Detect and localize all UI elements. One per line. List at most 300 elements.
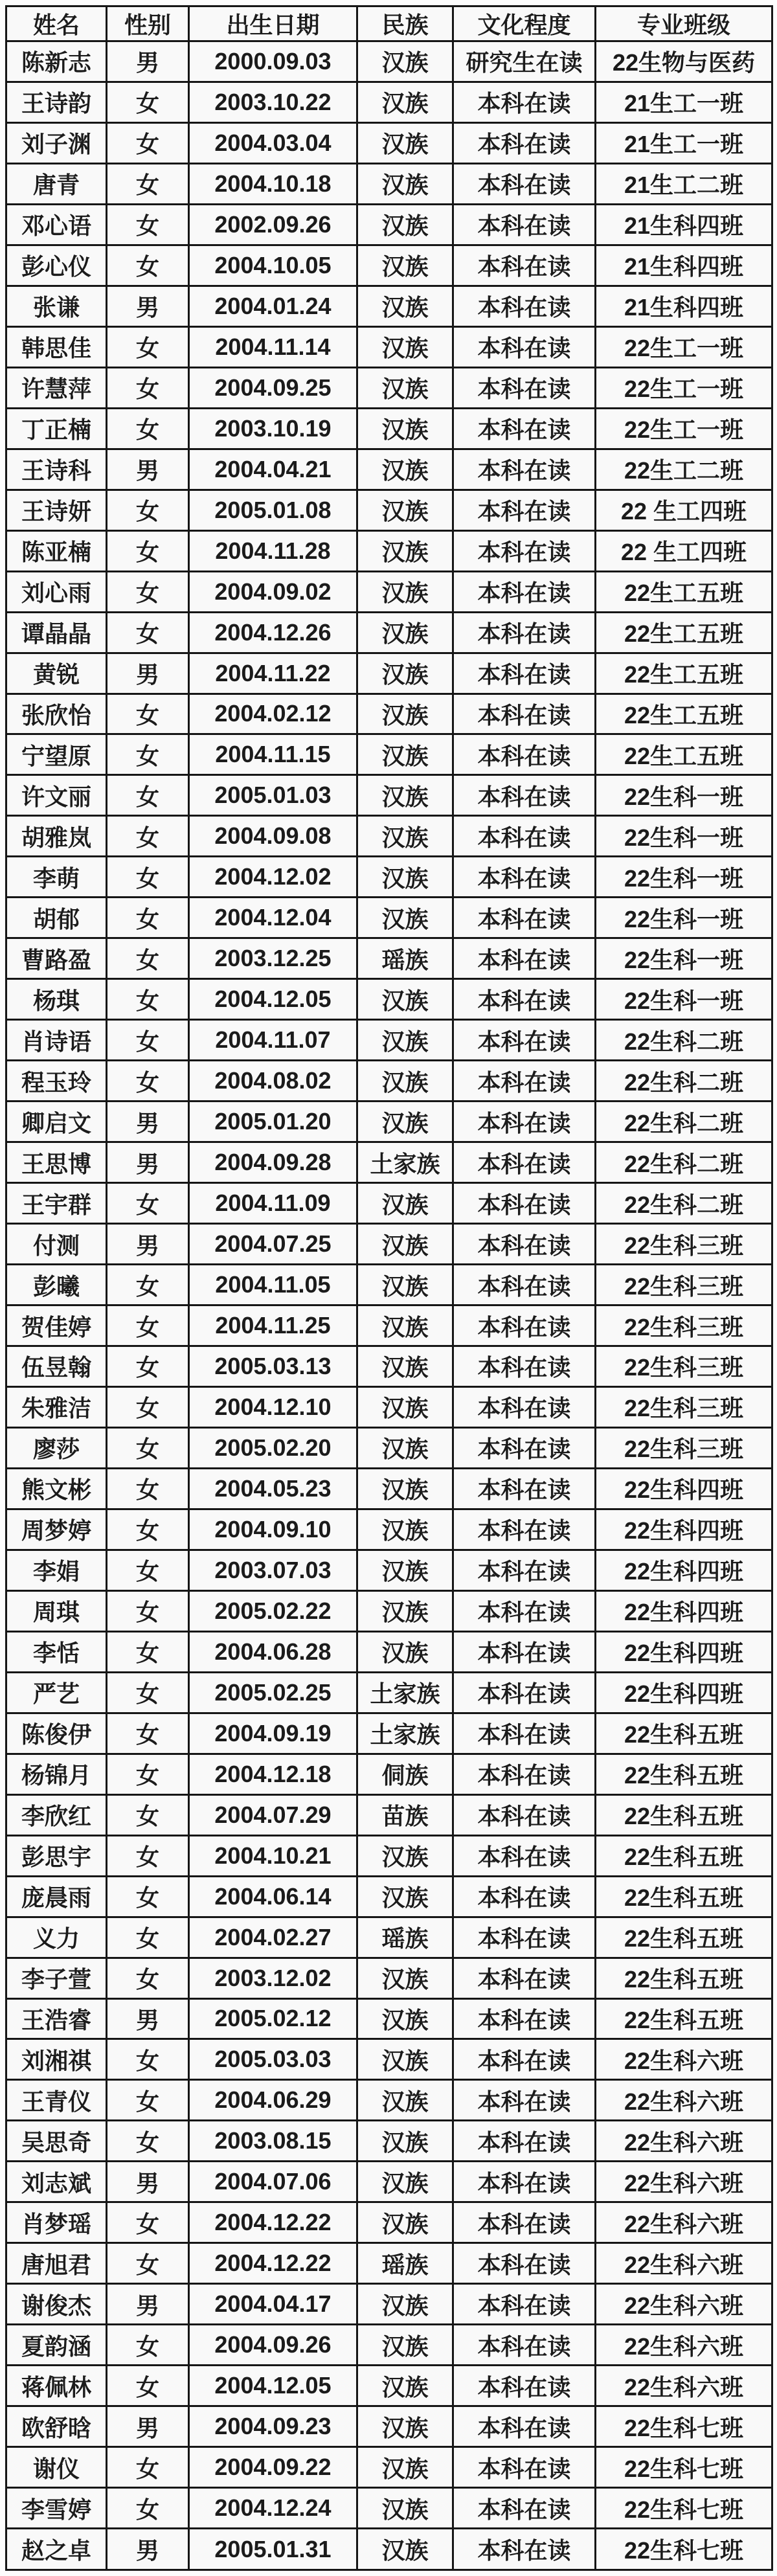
cell-gender: 女 xyxy=(107,530,189,571)
cell-birth-date: 2004.12.02 xyxy=(189,857,357,898)
table-row xyxy=(6,1224,772,1265)
cell-birth-date: 2004.07.25 xyxy=(189,1224,357,1265)
table-row xyxy=(6,2080,772,2121)
cell-education-level: 本科在读 xyxy=(453,1224,596,1265)
cell-education-level: 本科在读 xyxy=(453,1427,596,1468)
cell-major-class: 22生科六班 xyxy=(596,2080,772,2121)
cell-ethnicity: 汉族 xyxy=(357,490,453,530)
cell-name: 杨锦月 xyxy=(6,1754,107,1794)
cell-ethnicity: 汉族 xyxy=(357,1590,453,1631)
cell-gender: 男 xyxy=(107,2284,189,2325)
cell-education-level: 本科在读 xyxy=(453,1020,596,1061)
table-row xyxy=(6,734,772,775)
student-roster-table xyxy=(5,5,773,2571)
cell-gender: 女 xyxy=(107,857,189,898)
cell-major-class: 22生工五班 xyxy=(596,734,772,775)
cell-education-level: 本科在读 xyxy=(453,1713,596,1754)
header-row xyxy=(6,6,772,41)
table-row xyxy=(6,1917,772,1958)
cell-birth-date: 2004.09.08 xyxy=(189,816,357,857)
cell-birth-date: 2003.10.22 xyxy=(189,82,357,122)
cell-major-class: 22生工五班 xyxy=(596,612,772,653)
table-header xyxy=(6,6,772,41)
cell-ethnicity: 汉族 xyxy=(357,612,453,653)
cell-education-level: 本科在读 xyxy=(453,2243,596,2284)
cell-gender: 女 xyxy=(107,1386,189,1427)
cell-gender: 女 xyxy=(107,1183,189,1224)
cell-ethnicity: 汉族 xyxy=(357,163,453,204)
cell-education-level: 本科在读 xyxy=(453,1061,596,1102)
cell-ethnicity: 汉族 xyxy=(357,2121,453,2162)
cell-birth-date: 2004.09.19 xyxy=(189,1713,357,1754)
cell-name: 熊文彬 xyxy=(6,1468,107,1509)
cell-name: 刘子渊 xyxy=(6,122,107,163)
cell-ethnicity: 汉族 xyxy=(357,694,453,734)
cell-gender: 男 xyxy=(107,1224,189,1265)
cell-birth-date: 2005.01.08 xyxy=(189,490,357,530)
cell-gender: 女 xyxy=(107,1305,189,1346)
cell-education-level: 本科在读 xyxy=(453,367,596,408)
cell-gender: 女 xyxy=(107,2121,189,2162)
col-header-major-class: 专业班级 xyxy=(596,6,772,41)
cell-education-level: 本科在读 xyxy=(453,816,596,857)
table-row xyxy=(6,653,772,694)
cell-name: 蒋佩林 xyxy=(6,2366,107,2406)
cell-ethnicity: 汉族 xyxy=(357,2529,453,2570)
cell-major-class: 22生科五班 xyxy=(596,1958,772,1998)
cell-birth-date: 2003.12.25 xyxy=(189,938,357,979)
cell-education-level: 本科在读 xyxy=(453,1305,596,1346)
cell-birth-date: 2004.11.09 xyxy=(189,1183,357,1224)
cell-birth-date: 2003.10.19 xyxy=(189,408,357,449)
cell-education-level: 本科在读 xyxy=(453,1917,596,1958)
cell-name: 曹路盈 xyxy=(6,938,107,979)
cell-ethnicity: 苗族 xyxy=(357,1794,453,1835)
cell-major-class: 22生科七班 xyxy=(596,2447,772,2488)
cell-birth-date: 2004.07.29 xyxy=(189,1794,357,1835)
cell-name: 李萌 xyxy=(6,857,107,898)
cell-gender: 女 xyxy=(107,734,189,775)
cell-name: 刘湘祺 xyxy=(6,2039,107,2080)
cell-major-class: 22生科四班 xyxy=(596,1631,772,1672)
cell-birth-date: 2004.12.05 xyxy=(189,979,357,1020)
cell-gender: 女 xyxy=(107,775,189,816)
cell-gender: 女 xyxy=(107,82,189,122)
table-row xyxy=(6,694,772,734)
cell-name: 王诗科 xyxy=(6,449,107,490)
table-row xyxy=(6,1672,772,1713)
cell-ethnicity: 汉族 xyxy=(357,204,453,245)
cell-education-level: 本科在读 xyxy=(453,1102,596,1142)
cell-major-class: 22生工一班 xyxy=(596,408,772,449)
cell-name: 胡雅岚 xyxy=(6,816,107,857)
cell-education-level: 本科在读 xyxy=(453,2121,596,2162)
cell-name: 付测 xyxy=(6,1224,107,1265)
cell-major-class: 22生科二班 xyxy=(596,1102,772,1142)
cell-name: 唐青 xyxy=(6,163,107,204)
cell-ethnicity: 汉族 xyxy=(357,857,453,898)
cell-gender: 男 xyxy=(107,2162,189,2202)
cell-education-level: 本科在读 xyxy=(453,2080,596,2121)
table-row xyxy=(6,938,772,979)
cell-birth-date: 2004.12.24 xyxy=(189,2488,357,2529)
cell-birth-date: 2004.04.17 xyxy=(189,2284,357,2325)
cell-birth-date: 2004.09.02 xyxy=(189,571,357,612)
cell-gender: 女 xyxy=(107,2447,189,2488)
cell-gender: 女 xyxy=(107,1550,189,1590)
cell-name: 谭晶晶 xyxy=(6,612,107,653)
cell-education-level: 本科在读 xyxy=(453,1672,596,1713)
table-row xyxy=(6,41,772,82)
cell-gender: 女 xyxy=(107,163,189,204)
cell-education-level: 本科在读 xyxy=(453,653,596,694)
cell-education-level: 本科在读 xyxy=(453,2366,596,2406)
table-row xyxy=(6,1142,772,1183)
cell-ethnicity: 汉族 xyxy=(357,1265,453,1305)
cell-education-level: 本科在读 xyxy=(453,2162,596,2202)
cell-major-class: 22生科六班 xyxy=(596,2284,772,2325)
cell-ethnicity: 汉族 xyxy=(357,286,453,326)
cell-birth-date: 2004.12.22 xyxy=(189,2202,357,2243)
cell-name: 伍昱翰 xyxy=(6,1346,107,1387)
cell-birth-date: 2004.05.23 xyxy=(189,1468,357,1509)
cell-ethnicity: 汉族 xyxy=(357,2406,453,2447)
col-header-ethnicity: 民族 xyxy=(357,6,453,41)
cell-gender: 女 xyxy=(107,2325,189,2366)
cell-ethnicity: 汉族 xyxy=(357,2447,453,2488)
cell-major-class: 21生科四班 xyxy=(596,245,772,286)
cell-major-class: 22生科七班 xyxy=(596,2406,772,2447)
table-row xyxy=(6,1590,772,1631)
table-row xyxy=(6,286,772,326)
cell-birth-date: 2004.11.07 xyxy=(189,1020,357,1061)
cell-name: 韩思佳 xyxy=(6,326,107,367)
cell-name: 胡郁 xyxy=(6,898,107,938)
col-header-education-level: 文化程度 xyxy=(453,6,596,41)
table-row xyxy=(6,1835,772,1876)
cell-education-level: 本科在读 xyxy=(453,1835,596,1876)
cell-ethnicity: 汉族 xyxy=(357,1631,453,1672)
cell-name: 唐旭君 xyxy=(6,2243,107,2284)
cell-birth-date: 2004.12.18 xyxy=(189,1754,357,1794)
cell-education-level: 本科在读 xyxy=(453,1590,596,1631)
cell-birth-date: 2004.11.05 xyxy=(189,1265,357,1305)
cell-ethnicity: 汉族 xyxy=(357,898,453,938)
cell-gender: 女 xyxy=(107,1509,189,1550)
cell-education-level: 本科在读 xyxy=(453,1183,596,1224)
cell-gender: 女 xyxy=(107,1876,189,1917)
cell-ethnicity: 土家族 xyxy=(357,1142,453,1183)
cell-gender: 女 xyxy=(107,571,189,612)
cell-name: 陈新志 xyxy=(6,41,107,82)
cell-birth-date: 2004.09.25 xyxy=(189,367,357,408)
cell-birth-date: 2004.10.21 xyxy=(189,1835,357,1876)
table-row xyxy=(6,1876,772,1917)
cell-major-class: 22生科六班 xyxy=(596,2121,772,2162)
cell-major-class: 22生科七班 xyxy=(596,2488,772,2529)
table-row xyxy=(6,1102,772,1142)
cell-birth-date: 2004.11.25 xyxy=(189,1305,357,1346)
table-row xyxy=(6,2202,772,2243)
cell-education-level: 本科在读 xyxy=(453,1346,596,1387)
cell-gender: 男 xyxy=(107,449,189,490)
cell-ethnicity: 瑶族 xyxy=(357,1917,453,1958)
cell-name: 杨琪 xyxy=(6,979,107,1020)
cell-gender: 女 xyxy=(107,245,189,286)
cell-name: 李恬 xyxy=(6,1631,107,1672)
cell-birth-date: 2004.12.26 xyxy=(189,612,357,653)
cell-birth-date: 2005.01.31 xyxy=(189,2529,357,2570)
cell-gender: 男 xyxy=(107,2529,189,2570)
cell-ethnicity: 土家族 xyxy=(357,1672,453,1713)
table-row xyxy=(6,122,772,163)
cell-education-level: 本科在读 xyxy=(453,2284,596,2325)
cell-gender: 女 xyxy=(107,1265,189,1305)
cell-name: 赵之卓 xyxy=(6,2529,107,2570)
cell-major-class: 22生科三班 xyxy=(596,1305,772,1346)
cell-ethnicity: 汉族 xyxy=(357,326,453,367)
cell-name: 张欣怡 xyxy=(6,694,107,734)
cell-major-class: 22生科五班 xyxy=(596,1754,772,1794)
cell-gender: 女 xyxy=(107,694,189,734)
cell-name: 陈俊伊 xyxy=(6,1713,107,1754)
cell-education-level: 本科在读 xyxy=(453,122,596,163)
cell-name: 李子萱 xyxy=(6,1958,107,1998)
cell-gender: 女 xyxy=(107,367,189,408)
cell-birth-date: 2004.12.10 xyxy=(189,1386,357,1427)
table-row xyxy=(6,82,772,122)
cell-major-class: 22生科二班 xyxy=(596,1142,772,1183)
cell-major-class: 22生科四班 xyxy=(596,1672,772,1713)
col-header-name: 姓名 xyxy=(6,6,107,41)
cell-birth-date: 2003.08.15 xyxy=(189,2121,357,2162)
cell-gender: 女 xyxy=(107,1468,189,1509)
cell-education-level: 本科在读 xyxy=(453,938,596,979)
cell-gender: 男 xyxy=(107,1998,189,2039)
table-row xyxy=(6,2488,772,2529)
cell-name: 王青仪 xyxy=(6,2080,107,2121)
cell-education-level: 本科在读 xyxy=(453,2488,596,2529)
cell-ethnicity: 汉族 xyxy=(357,1183,453,1224)
cell-ethnicity: 汉族 xyxy=(357,775,453,816)
cell-name: 邓心语 xyxy=(6,204,107,245)
cell-birth-date: 2005.02.12 xyxy=(189,1998,357,2039)
cell-name: 庞晨雨 xyxy=(6,1876,107,1917)
cell-ethnicity: 汉族 xyxy=(357,1102,453,1142)
cell-major-class: 22生科五班 xyxy=(596,1713,772,1754)
table-row xyxy=(6,571,772,612)
cell-education-level: 本科在读 xyxy=(453,326,596,367)
cell-gender: 女 xyxy=(107,1020,189,1061)
cell-gender: 女 xyxy=(107,490,189,530)
cell-name: 谢仪 xyxy=(6,2447,107,2488)
table-row xyxy=(6,163,772,204)
table-row xyxy=(6,367,772,408)
cell-ethnicity: 汉族 xyxy=(357,2325,453,2366)
cell-major-class: 21生工一班 xyxy=(596,82,772,122)
cell-education-level: 本科在读 xyxy=(453,408,596,449)
cell-education-level: 本科在读 xyxy=(453,571,596,612)
table-row xyxy=(6,1754,772,1794)
cell-name: 黄锐 xyxy=(6,653,107,694)
cell-name: 李欣红 xyxy=(6,1794,107,1835)
cell-birth-date: 2004.06.28 xyxy=(189,1631,357,1672)
table-row xyxy=(6,326,772,367)
cell-major-class: 22生物与医药 xyxy=(596,41,772,82)
cell-name: 廖莎 xyxy=(6,1427,107,1468)
cell-name: 彭思宇 xyxy=(6,1835,107,1876)
cell-gender: 女 xyxy=(107,2366,189,2406)
cell-name: 王思博 xyxy=(6,1142,107,1183)
cell-major-class: 22 生工四班 xyxy=(596,490,772,530)
cell-ethnicity: 汉族 xyxy=(357,1468,453,1509)
cell-education-level: 本科在读 xyxy=(453,2447,596,2488)
cell-major-class: 22 生工四班 xyxy=(596,530,772,571)
cell-education-level: 本科在读 xyxy=(453,612,596,653)
cell-name: 许文丽 xyxy=(6,775,107,816)
cell-ethnicity: 汉族 xyxy=(357,449,453,490)
cell-ethnicity: 瑶族 xyxy=(357,2243,453,2284)
cell-birth-date: 2004.09.22 xyxy=(189,2447,357,2488)
cell-ethnicity: 汉族 xyxy=(357,245,453,286)
cell-birth-date: 2004.11.14 xyxy=(189,326,357,367)
table-row xyxy=(6,2366,772,2406)
cell-major-class: 22生科一班 xyxy=(596,816,772,857)
cell-gender: 女 xyxy=(107,122,189,163)
table-row xyxy=(6,245,772,286)
cell-education-level: 本科在读 xyxy=(453,286,596,326)
cell-birth-date: 2005.02.22 xyxy=(189,1590,357,1631)
cell-major-class: 22生科五班 xyxy=(596,1876,772,1917)
cell-name: 周琪 xyxy=(6,1590,107,1631)
cell-major-class: 21生科四班 xyxy=(596,286,772,326)
cell-education-level: 本科在读 xyxy=(453,1550,596,1590)
cell-ethnicity: 汉族 xyxy=(357,530,453,571)
cell-gender: 女 xyxy=(107,326,189,367)
cell-name: 王浩睿 xyxy=(6,1998,107,2039)
cell-major-class: 22生科一班 xyxy=(596,979,772,1020)
cell-ethnicity: 汉族 xyxy=(357,1876,453,1917)
cell-birth-date: 2004.11.22 xyxy=(189,653,357,694)
cell-birth-date: 2004.09.28 xyxy=(189,1142,357,1183)
cell-gender: 女 xyxy=(107,612,189,653)
table-row xyxy=(6,1550,772,1590)
cell-birth-date: 2004.09.10 xyxy=(189,1509,357,1550)
cell-gender: 男 xyxy=(107,1102,189,1142)
cell-name: 王诗韵 xyxy=(6,82,107,122)
cell-gender: 女 xyxy=(107,1754,189,1794)
cell-gender: 女 xyxy=(107,2080,189,2121)
table-row xyxy=(6,2325,772,2366)
cell-ethnicity: 汉族 xyxy=(357,1427,453,1468)
cell-ethnicity: 汉族 xyxy=(357,979,453,1020)
cell-education-level: 本科在读 xyxy=(453,204,596,245)
cell-major-class: 22生科一班 xyxy=(596,898,772,938)
cell-name: 义力 xyxy=(6,1917,107,1958)
cell-ethnicity: 汉族 xyxy=(357,653,453,694)
cell-name: 朱雅洁 xyxy=(6,1386,107,1427)
cell-birth-date: 2005.03.13 xyxy=(189,1346,357,1387)
cell-name: 刘心雨 xyxy=(6,571,107,612)
cell-birth-date: 2004.12.05 xyxy=(189,2366,357,2406)
table-row xyxy=(6,490,772,530)
cell-birth-date: 2004.07.06 xyxy=(189,2162,357,2202)
cell-ethnicity: 汉族 xyxy=(357,571,453,612)
cell-major-class: 22生工二班 xyxy=(596,449,772,490)
cell-birth-date: 2004.02.12 xyxy=(189,694,357,734)
cell-birth-date: 2004.04.21 xyxy=(189,449,357,490)
cell-major-class: 22生科四班 xyxy=(596,1590,772,1631)
cell-gender: 男 xyxy=(107,2406,189,2447)
cell-ethnicity: 汉族 xyxy=(357,2162,453,2202)
cell-name: 丁正楠 xyxy=(6,408,107,449)
cell-name: 卿启文 xyxy=(6,1102,107,1142)
table-row xyxy=(6,816,772,857)
cell-name: 陈亚楠 xyxy=(6,530,107,571)
cell-major-class: 22生科一班 xyxy=(596,857,772,898)
cell-education-level: 本科在读 xyxy=(453,2202,596,2243)
cell-birth-date: 2004.10.18 xyxy=(189,163,357,204)
cell-major-class: 22生科六班 xyxy=(596,2202,772,2243)
table-row xyxy=(6,2243,772,2284)
cell-major-class: 22生科三班 xyxy=(596,1265,772,1305)
cell-major-class: 22生科三班 xyxy=(596,1224,772,1265)
cell-name: 许慧萍 xyxy=(6,367,107,408)
cell-name: 周梦婷 xyxy=(6,1509,107,1550)
cell-name: 宁望原 xyxy=(6,734,107,775)
cell-name: 吴思奇 xyxy=(6,2121,107,2162)
table-row xyxy=(6,1468,772,1509)
cell-name: 欧舒晗 xyxy=(6,2406,107,2447)
cell-gender: 男 xyxy=(107,41,189,82)
cell-education-level: 本科在读 xyxy=(453,245,596,286)
cell-education-level: 本科在读 xyxy=(453,857,596,898)
cell-name: 严艺 xyxy=(6,1672,107,1713)
cell-gender: 女 xyxy=(107,1672,189,1713)
cell-birth-date: 2000.09.03 xyxy=(189,41,357,82)
table-row xyxy=(6,1998,772,2039)
cell-gender: 男 xyxy=(107,1142,189,1183)
cell-ethnicity: 汉族 xyxy=(357,82,453,122)
table-row xyxy=(6,1386,772,1427)
cell-major-class: 22生科二班 xyxy=(596,1020,772,1061)
cell-ethnicity: 汉族 xyxy=(357,1958,453,1998)
cell-education-level: 本科在读 xyxy=(453,1754,596,1794)
cell-gender: 女 xyxy=(107,2039,189,2080)
cell-education-level: 本科在读 xyxy=(453,1958,596,1998)
cell-gender: 女 xyxy=(107,1061,189,1102)
cell-education-level: 本科在读 xyxy=(453,1794,596,1835)
table-row xyxy=(6,1631,772,1672)
cell-birth-date: 2004.12.04 xyxy=(189,898,357,938)
cell-major-class: 22生科四班 xyxy=(596,1468,772,1509)
col-header-gender: 性别 xyxy=(107,6,189,41)
table-row xyxy=(6,1713,772,1754)
cell-name: 王诗妍 xyxy=(6,490,107,530)
cell-major-class: 22生科七班 xyxy=(596,2529,772,2570)
table-row xyxy=(6,2121,772,2162)
cell-gender: 女 xyxy=(107,1346,189,1387)
cell-birth-date: 2003.12.02 xyxy=(189,1958,357,1998)
cell-major-class: 22生科三班 xyxy=(596,1427,772,1468)
cell-ethnicity: 汉族 xyxy=(357,2080,453,2121)
cell-major-class: 22生科三班 xyxy=(596,1346,772,1387)
cell-birth-date: 2005.01.20 xyxy=(189,1102,357,1142)
cell-major-class: 22生科一班 xyxy=(596,775,772,816)
cell-birth-date: 2004.01.24 xyxy=(189,286,357,326)
table-body xyxy=(6,41,772,2570)
cell-birth-date: 2002.09.26 xyxy=(189,204,357,245)
